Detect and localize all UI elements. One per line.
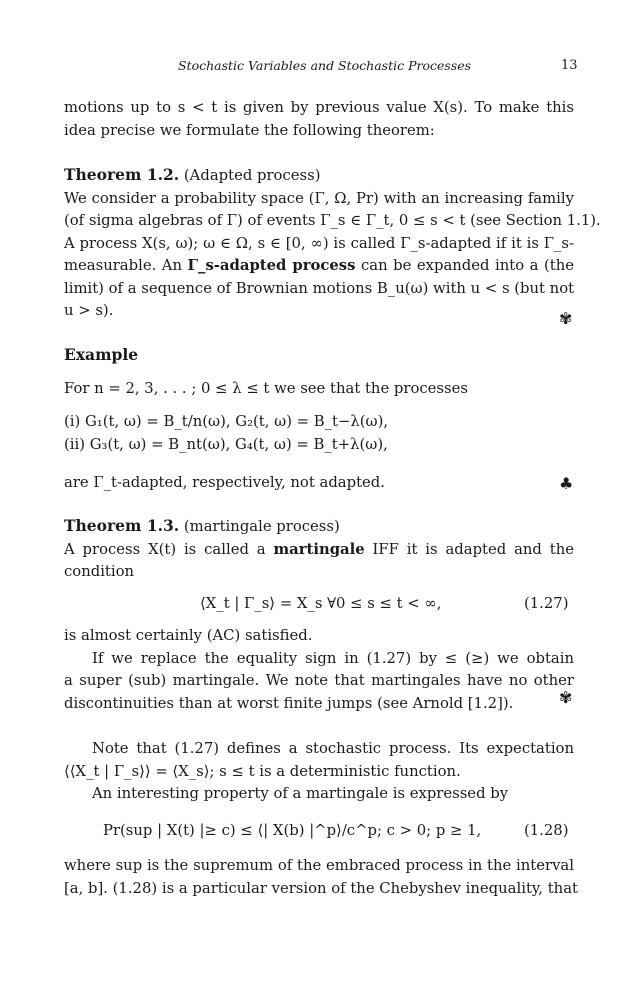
theorem-1-3-continued <box>64 625 574 715</box>
theorem-title: (Adapted process) <box>179 167 321 184</box>
text-line: A process X(s, ω); ω ∈ Ω, s ∈ [0, ∞) is called Γ_s-adapted if it is Γ_s- <box>64 234 574 252</box>
defined-term: martingale <box>273 540 365 558</box>
list-item: (i) G₁(t, ω) = B_t/n(ω), G₂(t, ω) = B_t−λ(ω), <box>64 413 389 430</box>
text-line <box>64 539 574 562</box>
text-line: condition <box>64 563 135 580</box>
page-number: 13 <box>561 58 578 73</box>
text-fragment: A process X(t) is called a <box>64 540 274 558</box>
closing-paragraph <box>64 855 578 900</box>
text-fragment: measurable. An <box>64 257 188 274</box>
text-line: discontinuities than at worst finite jumps (see Arnold [1.2]). <box>64 694 514 712</box>
example-heading: Example <box>64 345 139 364</box>
equation-1-28: Pr(sup | X(t) |≥ c) ≤ ⟨| X(b) |^p⟩/c^p; c > 0; p ≥ 1, <box>103 822 482 839</box>
text-line: An interesting property of a martingale is expressed by <box>92 785 509 802</box>
theorem-heading <box>64 164 574 188</box>
example-end-mark: ♣ <box>559 474 574 493</box>
text-line: where sup is the supremum of the embraced process in the interval <box>64 857 574 874</box>
theorem-label: Theorem 1.2. <box>64 165 180 184</box>
text-line: (of sigma algebras of Γ) of events Γ_s ∈ Γ_t, 0 ≤ s < t (see Section 1.1). <box>64 212 601 229</box>
theorem-end-mark: ✾ <box>559 309 573 328</box>
text-line: For n = 2, 3, . . . ; 0 ≤ λ ≤ t we see that the processes <box>64 380 468 397</box>
text-line: idea precise we formulate the following theorem: <box>64 121 435 139</box>
theorem-end-mark: ✾ <box>559 688 573 707</box>
text-line: Note that (1.27) defines a stochastic process. Its expectation <box>92 740 574 757</box>
example-conclusion <box>64 472 574 495</box>
example-intro <box>64 378 574 401</box>
text-fragment: IFF it is adapted and the <box>364 540 574 558</box>
running-title: Stochastic Variables and Stochastic Processes <box>178 58 472 73</box>
equation-number: (1.28) <box>524 822 569 839</box>
defined-term: Γ_s-adapted process <box>187 257 356 274</box>
theorem-label: Theorem 1.3. <box>64 516 180 535</box>
example-section <box>64 344 574 367</box>
list-item: (ii) G₃(t, ω) = B_nt(ω), G₄(t, ω) = B_t+λ(ω), <box>64 435 388 453</box>
text-fragment: can be expanded into a (the <box>355 257 574 274</box>
example-list <box>64 411 574 456</box>
theorem-heading <box>64 515 574 539</box>
theorem-1-2 <box>64 164 601 323</box>
theorem-title: (martingale process) <box>179 518 340 535</box>
text-line: ⟨⟨X_t | Γ_s⟩⟩ = ⟨X_s⟩; s ≤ t is a deterministic function. <box>64 762 461 780</box>
discussion-paragraph <box>64 738 574 806</box>
text-line: We consider a probability space (Γ, Ω, Pr) with an increasing family <box>64 189 574 207</box>
text-line: If we replace the equality sign in (1.27) by ≤ (≥) we obtain <box>92 649 574 667</box>
text-line <box>64 255 574 278</box>
intro-paragraph <box>64 97 574 142</box>
text-line: limit) of a sequence of Brownian motions B_u(ω) with u < s (but not <box>64 279 575 297</box>
equation-number: (1.27) <box>524 595 569 612</box>
text-line: is almost certainly (AC) satisfied. <box>64 627 313 644</box>
text-line: motions up to s < t is given by previous value X(s). To make this <box>64 99 574 116</box>
text-line: [a, b]. (1.28) is a particular version of the Chebyshev inequality, that <box>64 879 578 897</box>
theorem-1-3 <box>64 515 574 584</box>
text-line: a super (sub) martingale. We note that martingales have no other <box>64 672 574 689</box>
equation-1-27: ⟨X_t | Γ_s⟩ = X_s ∀0 ≤ s ≤ t < ∞, <box>200 595 442 612</box>
text-line: u > s). <box>64 302 114 319</box>
running-header <box>0 58 638 78</box>
text-line: are Γ_t-adapted, respectively, not adapted. <box>64 474 385 491</box>
